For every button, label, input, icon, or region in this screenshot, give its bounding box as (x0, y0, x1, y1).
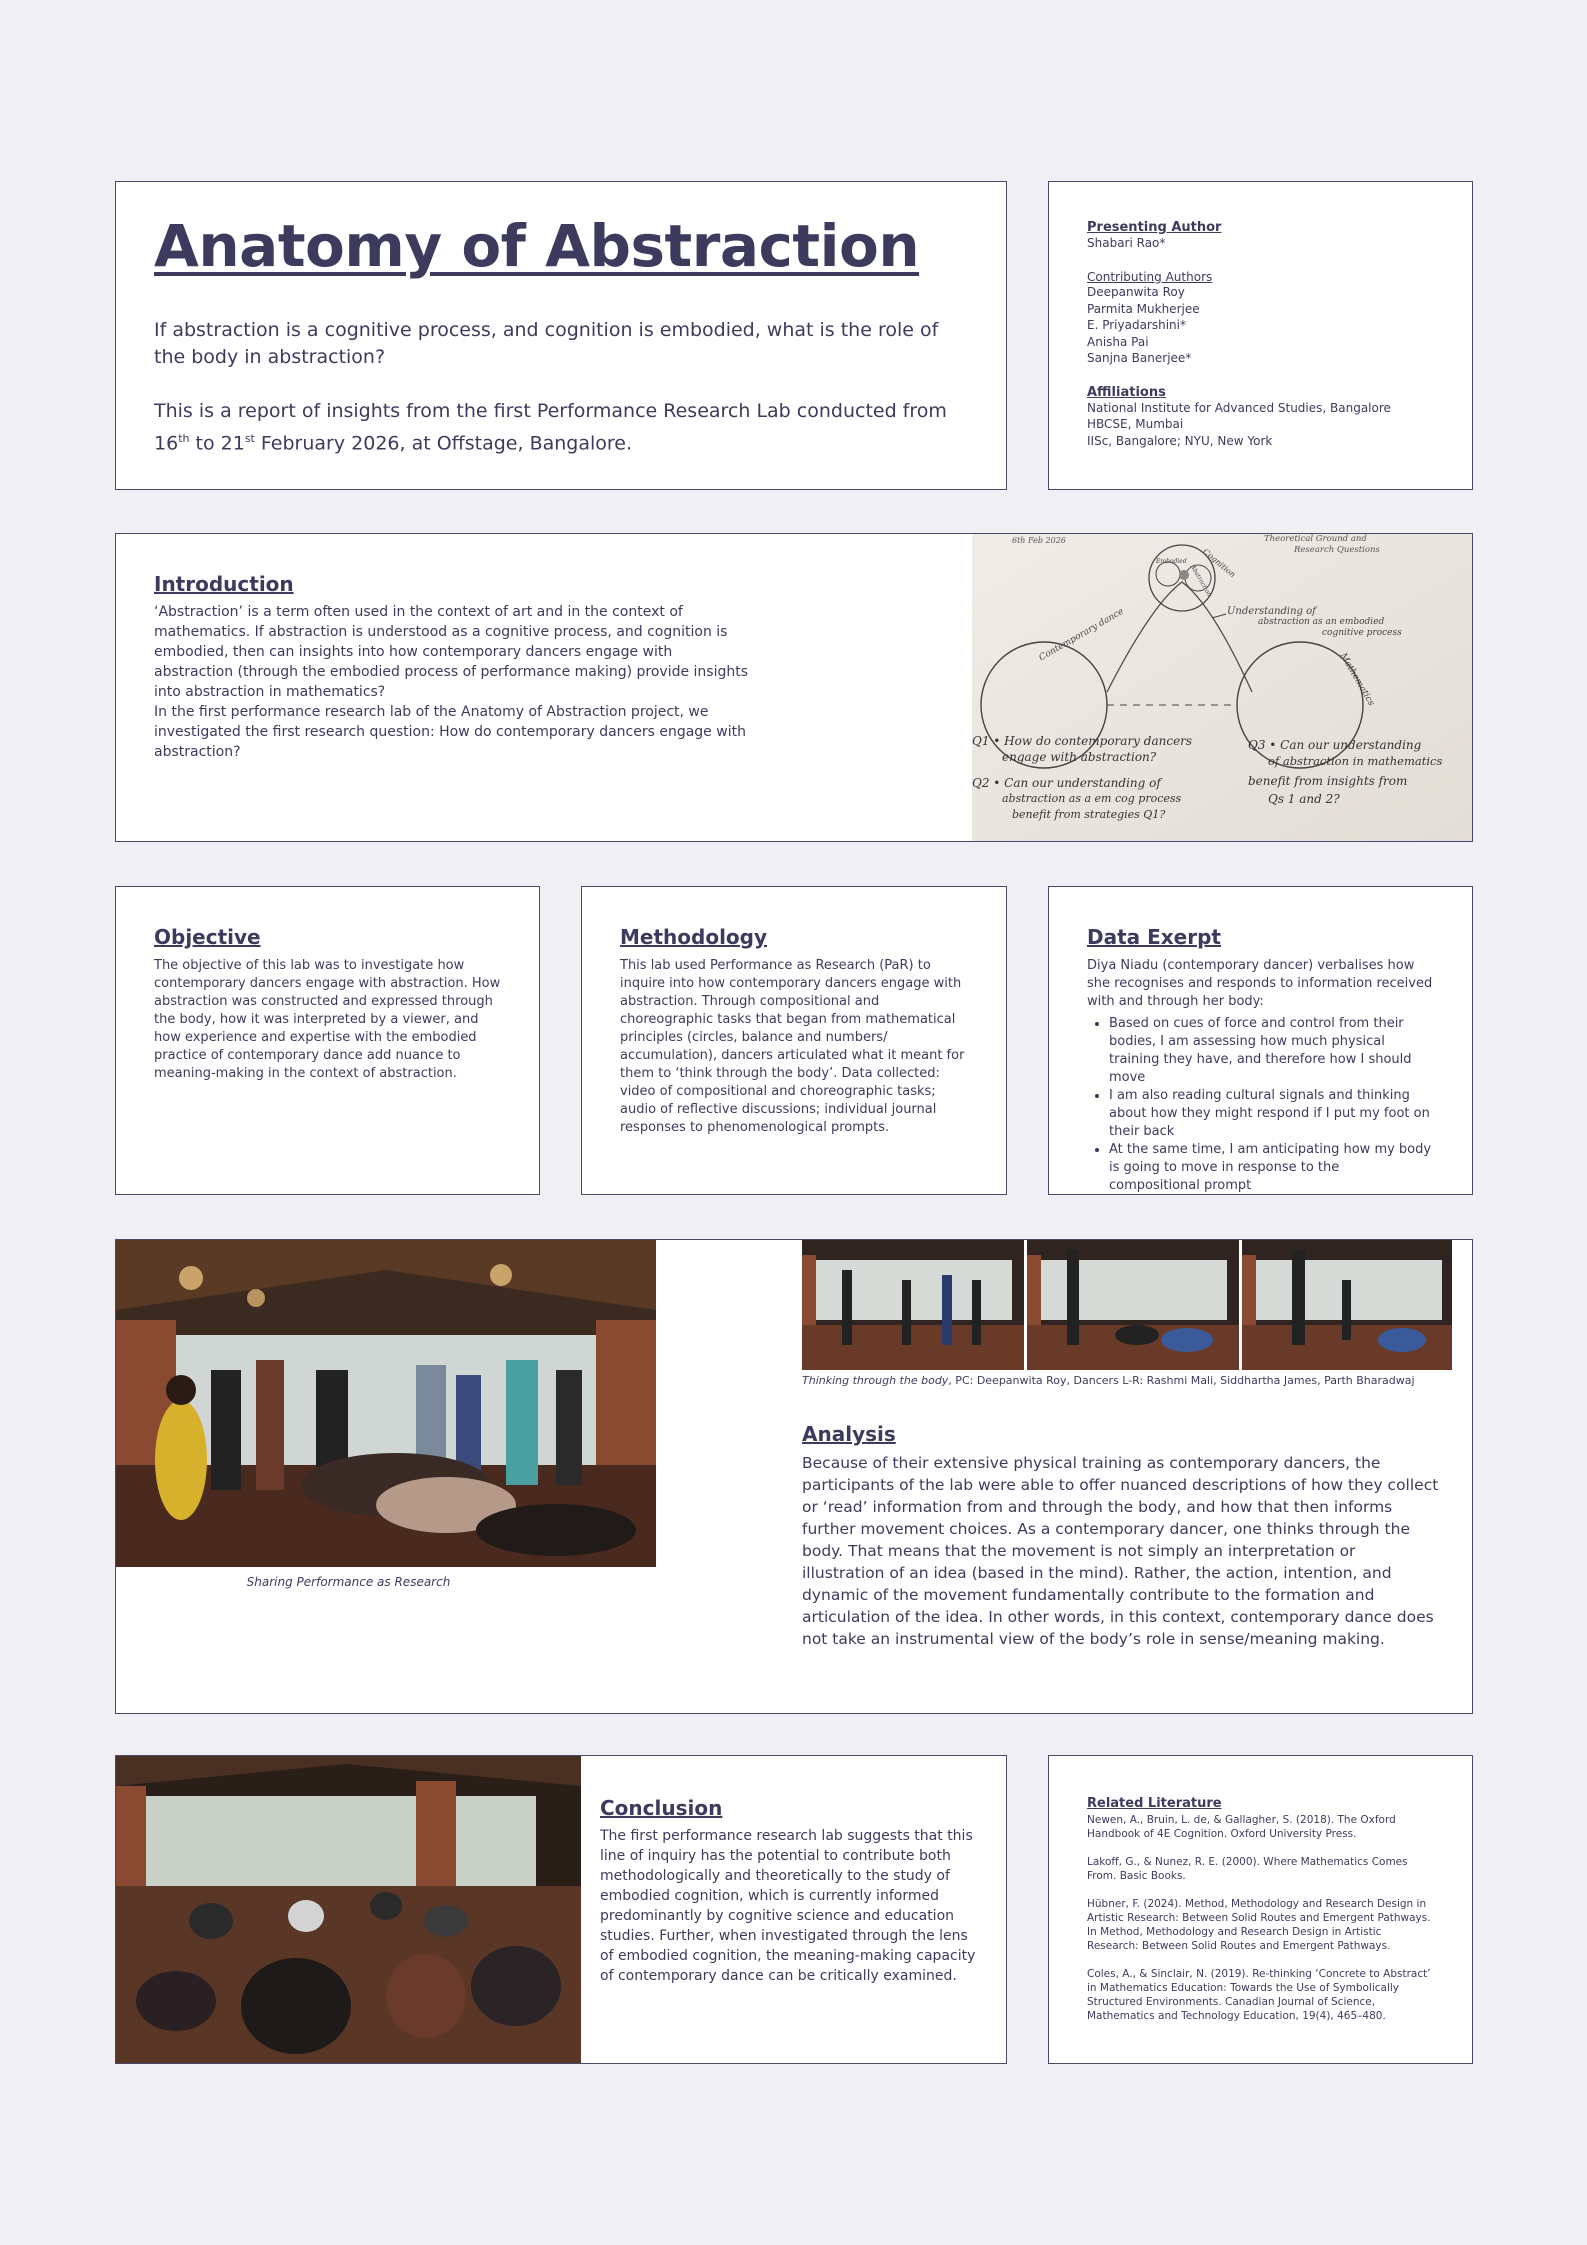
conclusion-card (115, 1755, 1007, 2064)
strip-photo-3 (1242, 1240, 1452, 1370)
conclusion-group-photo (116, 1756, 581, 2063)
data-excerpt-card (1048, 886, 1473, 1195)
title-card (115, 181, 1007, 490)
contributing-author: Deepanwita Roy (1087, 285, 1185, 299)
sketch-q3-line-2: of abstraction in mathematics (1268, 754, 1443, 768)
sketch-q3-line-1: Q3 • Can our understanding (1248, 738, 1422, 752)
report-statement (154, 397, 974, 457)
analysis-text: Because of their extensive physical training as contemporary dancers, the participants of the lab were able to offer nuanced descriptions of how they collect or ‘read’ information from and through the body, and how that then informs further movement choices. As a contemporary dancer, one thinks through the body. That means that the movement is not simply an interpretation or illustration of an idea (based in the mind). Rather, the action, intention, and dynamic of the movement fundamentally contribute to the formation and articulation of the idea. In other words, in this context, contemporary dance does not take an instrumental view of the body’s role in sense/meaning making. (802, 1454, 1439, 1648)
sketch-annotation-3: cognitive process (1322, 628, 1402, 638)
sketch-top-right-2: Research Questions (1294, 545, 1380, 555)
sketch-notebook-photo (972, 534, 1473, 841)
conclusion-heading: Conclusion (600, 1796, 723, 1820)
data-excerpt-bullets (1087, 1015, 1434, 1195)
sketch-circle-right-label: Mathematics (1337, 651, 1377, 708)
research-question: If abstraction is a cognitive process, and cognition is embodied, what is the role of the body in abstraction? (154, 319, 939, 368)
sketch-annotation-1: Understanding of (1227, 606, 1316, 617)
strip-caption-italic: Thinking through the body (802, 1374, 949, 1387)
contributing-authors-list (1087, 284, 1434, 367)
methodology-text: This lab used Performance as Research (PaR) to inquire into how contemporary dancers engage with abstraction. Through compositional and choreographic tasks that began from mathematical principles (circles, balance and numbers/ accumulation), dancers articulated what it meant for them to ‘think through the body’. Data collected: video of compositional and choreographic tasks; audio of reflective discussions; individual journal responses to phenomenological prompts. (620, 958, 965, 1135)
literature-ref: Coles, A., & Sinclair, N. (2019). Re-thinking ‘Concrete to Abstract’ in Mathematics Education: Towards the Use of Symbolically Structured Environments. Canadian Journal of Science, Mathematics and Technology Education, 19(4), 465–480. (1087, 1968, 1431, 2022)
introduction-para-2: In the first performance research lab of the Anatomy of Abstraction project, we investigated the first research question: How do contemporary dancers engage with abstraction? (154, 704, 746, 760)
data-excerpt-heading: Data Exerpt (1087, 925, 1221, 949)
literature-ref: Lakoff, G., & Nunez, R. E. (2000). Where Mathematics Comes From. Basic Books. (1087, 1856, 1408, 1882)
strip-caption-rest: , PC: Deepanwita Roy, Dancers L-R: Rashmi Mali, Siddhartha James, Parth Bharadwaj (948, 1374, 1415, 1387)
poster-title: Anatomy of Abstraction (154, 212, 920, 280)
sketch-q3-line-4: Qs 1 and 2? (1268, 792, 1340, 806)
report-text-1: This is a report of insights from the first Performance Research Lab conducted from 16 (154, 400, 947, 455)
strip-photo-2 (1027, 1240, 1239, 1370)
data-excerpt-bullet: • I am also reading cultural signals and thinking about how they might respond if I put my foot on their back (1109, 1087, 1434, 1141)
objective-card (115, 886, 540, 1195)
sketch-top-right-1: Theoretical Ground and (1264, 534, 1367, 544)
sketch-small-label-1: Embodied (1156, 558, 1187, 565)
sketch-date: 6th Feb 2026 (1012, 536, 1066, 545)
report-sup-2: st (244, 432, 255, 445)
sketch-q1-line-1: Q1 • How do contemporary dancers (972, 734, 1193, 748)
sketch-small-label-2: Abstraction (1188, 563, 1213, 598)
data-excerpt-bullet: • Based on cues of force and control from their bodies, I am assessing how much physical training they have, and therefore how I should move (1109, 1015, 1434, 1087)
methodology-card (581, 886, 1007, 1195)
affiliation: National Institute for Advanced Studies, Bangalore (1087, 400, 1391, 415)
introduction-para-1: ‘Abstraction’ is a term often used in the context of art and in the context of mathematics. If abstraction is understood as a cognitive process, and cognition is embodied, then can insights into how contemporary dancers engage with abstraction (through the embodied process of performance making) provide insights into abstraction in mathematics? (154, 604, 749, 700)
contributing-author: Sanjna Banerjee* (1087, 351, 1192, 365)
sketch-annotation-2: abstraction as an embodied (1258, 617, 1385, 627)
strip-caption (802, 1374, 1462, 1387)
analysis-card (115, 1239, 1473, 1714)
presenting-author-heading: Presenting Author (1087, 220, 1222, 235)
sharing-performance-photo (116, 1240, 656, 1567)
sharing-photo-caption: Sharing Performance as Research (246, 1575, 451, 1589)
data-excerpt-intro: Diya Niadu (contemporary dancer) verbalises how she recognises and responds to information received with and through her body: (1087, 958, 1433, 1009)
analysis-heading: Analysis (802, 1422, 896, 1446)
contributing-author: E. Priyadarshini* (1087, 318, 1186, 332)
authors-card (1048, 181, 1473, 490)
sketch-circle-top-label: Cognition (1201, 547, 1238, 580)
sketch-q2-line-1: Q2 • Can our understanding of (972, 776, 1161, 790)
sketch-q3-line-3: benefit from insights from (1248, 774, 1408, 788)
data-excerpt-bullet: • At the same time, I am anticipating how my body is going to move in response to the compositional prompt (1109, 1141, 1434, 1195)
introduction-card (115, 533, 1473, 842)
contributing-author: Anisha Pai (1087, 334, 1149, 349)
objective-text: The objective of this lab was to investigate how contemporary dancers engage with abstraction. How abstraction was constructed and expressed through the body, how it was interpreted by a viewer, and how experience and expertise with the embodied practice of contemporary dance add nuance to meaning-making in the context of abstraction. (154, 958, 501, 1081)
literature-ref: Newen, A., Bruin, L. de, & Gallagher, S. (2018). The Oxford Handbook of 4E Cognition. Oxford University Press. (1087, 1814, 1396, 1840)
literature-ref: Hübner, F. (2024). Method, Methodology and Research Design in Artistic Research: Between Solid Routes and Emergent Pathways. In Method, Methodology and Research Design in Artistic Research: Between Solid Routes and Emergent Pathways. (1087, 1898, 1431, 1952)
contributing-author: Parmita Mukherjee (1087, 301, 1200, 316)
literature-heading: Related Literature (1087, 1796, 1222, 1811)
sketch-q2-line-3: benefit from strategies Q1? (1012, 808, 1166, 821)
affiliations-heading: Affiliations (1087, 384, 1166, 400)
strip-photo-1 (802, 1240, 1024, 1370)
literature-card (1048, 1755, 1473, 2064)
report-text-2: to 21 (189, 432, 245, 455)
sketch-circle-left-label: Contemporary dance (1037, 606, 1126, 664)
methodology-heading: Methodology (620, 925, 768, 949)
affiliations-list (1087, 400, 1434, 450)
affiliation: HBCSE, Mumbai (1087, 417, 1184, 431)
objective-heading: Objective (154, 925, 261, 949)
introduction-heading: Introduction (154, 572, 294, 596)
conclusion-text: The first performance research lab suggests that this line of inquiry has the potential to contribute both methodologically and theoretically to the study of embodied cognition, which is currently informed predominantly by cognitive science and education studies. Further, when investigated through the lens of embodied cognition, the meaning-making capacity of contemporary dance can be critically examined. (600, 1828, 976, 1984)
affiliation: IISc, Bangalore; NYU, New York (1087, 433, 1273, 448)
sketch-q2-line-2: abstraction as a em cog process (1002, 792, 1182, 805)
contributing-authors-heading: Contributing Authors (1087, 270, 1213, 284)
report-sup-1: th (178, 432, 190, 445)
sketch-q1-line-2: engage with abstraction? (1002, 750, 1157, 764)
report-text-3: February 2026, at Offstage, Bangalore. (254, 432, 633, 455)
presenting-author-name: Shabari Rao* (1087, 236, 1166, 250)
